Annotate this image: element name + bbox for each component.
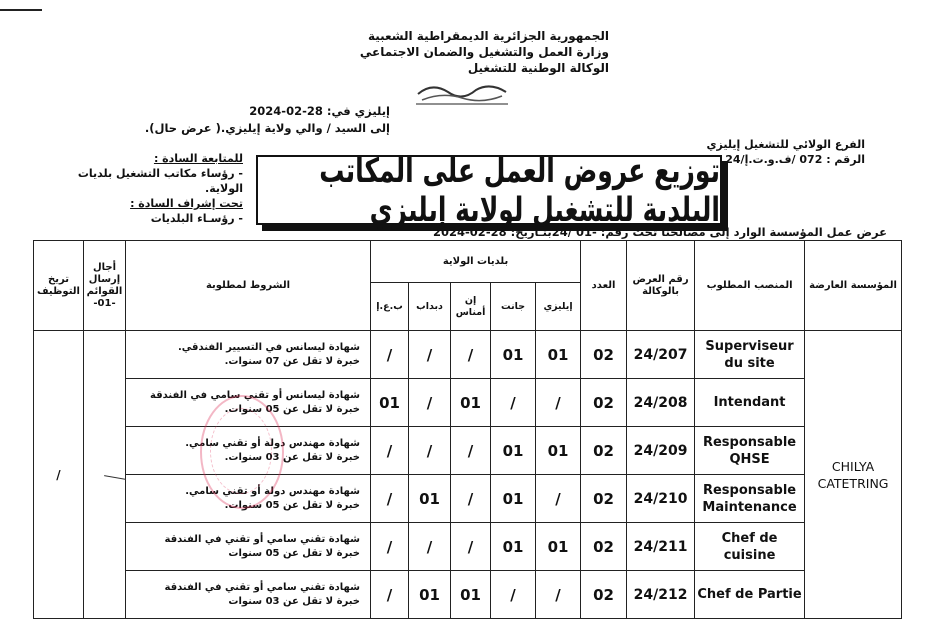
condition-line: شهادة مهندس دولة أو تقني سامي.	[185, 437, 360, 449]
count-cell: 02	[581, 571, 627, 619]
supervision-title: تحت إشراف السادة :	[130, 197, 243, 210]
table-row	[34, 571, 902, 619]
offer-no-cell: 24/212	[627, 571, 695, 619]
header-count: العدد	[581, 241, 627, 331]
condition-line: خبرة لا تقل عن 05 سنوات	[228, 547, 360, 559]
header-hire-date: تريخ التوظيف	[34, 241, 84, 331]
company-name-line-2: CATETRING	[817, 475, 889, 491]
condition-line: شهادة ليسانس أو تقني سامي في الفندقة	[150, 389, 360, 401]
mun-cell: /	[409, 331, 451, 379]
branch-name: الفرع الولائي للتشغيل إيليزي	[706, 138, 865, 151]
offer-no-cell: 24/207	[627, 331, 695, 379]
followup-block	[58, 151, 243, 226]
conditions-cell	[126, 523, 371, 571]
recipient-line: إلى السيد / والي ولاية إيليزي.( عرض حال).	[144, 121, 390, 135]
mun-cell: 01	[491, 331, 536, 379]
mun-cell: /	[451, 331, 491, 379]
count-cell: 02	[581, 379, 627, 427]
mun-cell: /	[451, 427, 491, 475]
job-cell: Responsable QHSE	[695, 427, 805, 475]
header-offer-no: رقم العرض بالوكالة	[627, 241, 695, 331]
header-company: المؤسسة العارضة	[805, 241, 902, 331]
job-cell: Chef de Partie	[695, 571, 805, 619]
mun-cell: 01	[491, 427, 536, 475]
mun-cell: /	[409, 427, 451, 475]
condition-line: خبرة لا تقل عن 03 سنوات.	[224, 451, 360, 463]
mun-header-djanet: جانت	[491, 283, 536, 331]
letterhead-line-2: وزارة العمل والتشغيل والضمان الاجتماعي	[359, 45, 609, 59]
header-municipalities: بلديات الولاية	[371, 241, 581, 283]
mun-cell: /	[451, 523, 491, 571]
mun-cell: /	[371, 427, 409, 475]
mun-cell: /	[371, 331, 409, 379]
mun-header-debdeb: دبداب	[409, 283, 451, 331]
official-stamp-inner	[210, 408, 272, 494]
job-offers-table	[33, 240, 902, 619]
mun-cell: /	[536, 475, 581, 523]
mun-cell: /	[409, 379, 451, 427]
letterhead-line-1: الجمهورية الجزائرية الديمقراطية الشعبية	[367, 29, 609, 43]
date-recipient	[90, 103, 390, 137]
mun-cell: /	[371, 523, 409, 571]
mun-cell: 01	[409, 571, 451, 619]
condition-line: شهادة ليسانس في التسيير الفندقي.	[177, 341, 360, 353]
job-cell: Responsable Maintenance	[695, 475, 805, 523]
condition-line: خبرة لا تقل عن 03 سنوات	[228, 595, 360, 607]
top-rule	[0, 9, 42, 11]
mun-cell: /	[371, 475, 409, 523]
mun-cell: 01	[536, 523, 581, 571]
table-row	[34, 427, 902, 475]
offer-no-cell: 24/210	[627, 475, 695, 523]
mun-header-illizi: إيليزي	[536, 283, 581, 331]
title-banner	[256, 150, 722, 230]
offer-no-cell: 24/211	[627, 523, 695, 571]
date-line: إيليزي في: 28-02-2024	[249, 104, 390, 118]
table-row	[34, 475, 902, 523]
table-row	[34, 379, 902, 427]
reference-number: الرقم : 072 /ف.و.ت.إ/24	[725, 153, 865, 166]
mun-cell: 01	[451, 379, 491, 427]
header-job: المنصب المطلوب	[695, 241, 805, 331]
count-cell: 02	[581, 523, 627, 571]
conditions-cell	[126, 331, 371, 379]
table-row	[34, 331, 902, 379]
header-deadline: أجال إرسال القوائم -01-	[84, 241, 126, 331]
mun-cell: /	[536, 571, 581, 619]
job-cell: Superviseur du site	[695, 331, 805, 379]
agency-logo	[412, 80, 512, 106]
mun-cell: /	[491, 379, 536, 427]
followup-title: للمتابعة السادة :	[153, 152, 243, 165]
condition-line: شهادة مهندس دولة أو تقني سامي.	[185, 485, 360, 497]
count-cell: 02	[581, 475, 627, 523]
count-cell: 02	[581, 427, 627, 475]
mun-cell: /	[371, 571, 409, 619]
job-cell: Chef de cuisine	[695, 523, 805, 571]
mun-cell: 01	[491, 475, 536, 523]
condition-line: خبرة لا تقل عن 05 سنوات.	[224, 499, 360, 511]
letterhead-line-3: الوكالة الوطنية للتشغيل	[467, 61, 609, 75]
count-cell: 02	[581, 331, 627, 379]
letterhead	[309, 28, 609, 76]
condition-line: خبرة لا تقل عن 05 سنوات.	[224, 403, 360, 415]
offer-reference-line: عرض عمل المؤسسة الوارد إلى مصالحنا تحت رقم: -01 /24بتـاريخ: 28-02-2024	[433, 225, 887, 239]
mun-cell: 01	[536, 331, 581, 379]
job-cell: Intendant	[695, 379, 805, 427]
offer-no-cell: 24/208	[627, 379, 695, 427]
table-row	[34, 523, 902, 571]
header-conditions: الشروط لمطلوبة	[126, 241, 371, 331]
mun-header-bba: ب.ع.إ	[371, 283, 409, 331]
mun-cell: 01	[371, 379, 409, 427]
mun-header-in-amenas: إن أمناس	[451, 283, 491, 331]
mun-cell: 01	[451, 571, 491, 619]
condition-line: خبرة لا تقل عن 07 سنوات.	[224, 355, 360, 367]
mun-cell: /	[451, 475, 491, 523]
hire-date-cell: /	[34, 331, 84, 619]
condition-line: شهادة تقني سامي أو تقني في الفندقة	[164, 533, 360, 545]
mun-cell: /	[491, 571, 536, 619]
mun-cell: 01	[536, 427, 581, 475]
mun-cell: 01	[491, 523, 536, 571]
supervision-item: - رؤسـاء البلديات	[150, 212, 243, 225]
followup-item: - رؤساء مكاتب التشغيل بلديات الولاية.	[77, 167, 243, 195]
company-cell	[805, 331, 902, 619]
conditions-cell	[126, 571, 371, 619]
mun-cell: /	[536, 379, 581, 427]
condition-line: شهادة تقني سامي أو تقني في الفندقة	[164, 581, 360, 593]
mun-cell: /	[409, 523, 451, 571]
company-name-line-1: CHILYA	[831, 458, 875, 474]
offer-no-cell: 24/209	[627, 427, 695, 475]
banner-title: توزيع عروض العمل على المكاتب البلدية للتشغيل لولاية إيليزي	[319, 150, 720, 230]
mun-cell: 01	[409, 475, 451, 523]
